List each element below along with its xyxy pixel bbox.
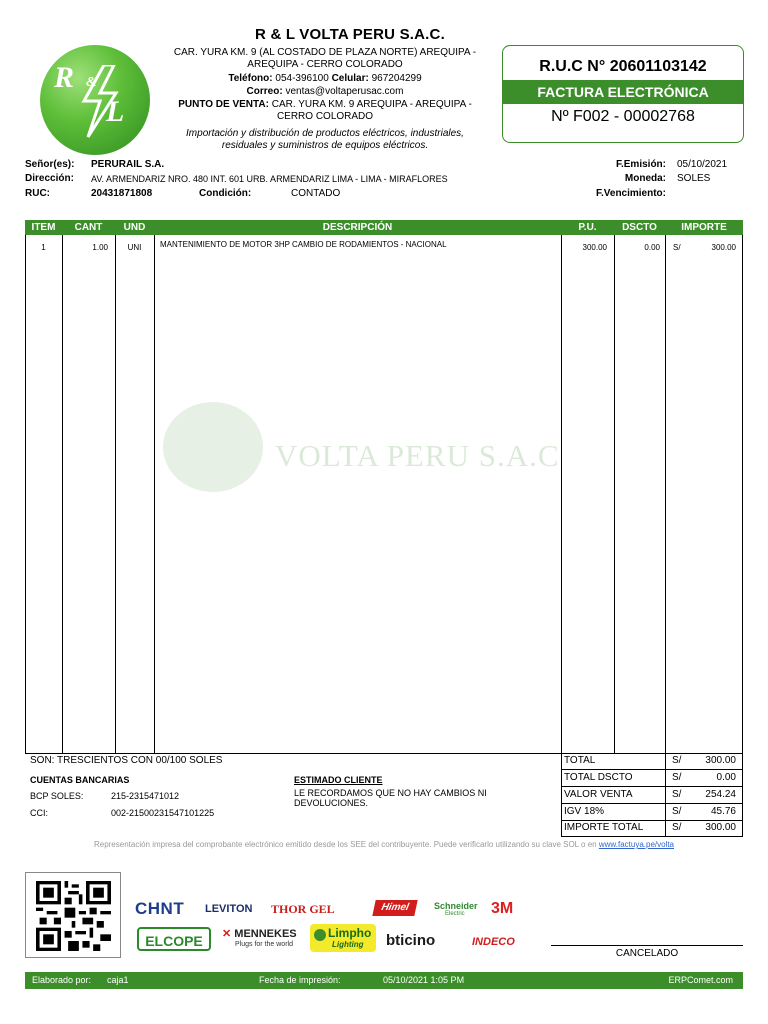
table-border-right (742, 235, 743, 753)
legal-text: Representación impresa del comprobante electrónico emitido desde los SEE del contribuyente. Puede verificarlo utilizando su clave SOL o en (93, 840, 597, 849)
brand-bticino: bticino (386, 932, 436, 949)
due-date-label: F.Vencimiento: (595, 188, 666, 199)
cell-value: 967204299 (371, 73, 422, 84)
client-ruc: 20431871808 (91, 188, 153, 199)
brand-3m: 3M (491, 900, 514, 917)
notice-line-2: DEVOLUCIONES. (294, 798, 369, 808)
phone-label: Teléfono: (228, 73, 273, 84)
row-und: UNI (127, 243, 142, 252)
notice-title: ESTIMADO CLIENTE (294, 775, 383, 785)
col-item: ITEM (31, 222, 56, 233)
col-importe: IMPORTE (681, 222, 727, 233)
row-discount: 0.00 (644, 243, 660, 252)
notice-line-1: LE RECORDAMOS QUE NO HAY CAMBIOS NI (294, 788, 487, 798)
net-currency: S/ (672, 789, 682, 800)
document-type: FACTURA ELECTRÓNICA (503, 80, 743, 104)
row-cant: 1.00 (92, 243, 108, 252)
cell-label: Celular: (331, 73, 369, 84)
qr-code-icon (36, 881, 111, 951)
totals-row-line (561, 820, 743, 821)
table-col-divider (115, 235, 116, 753)
point-of-sale-2: CERRO COLORADO (276, 111, 374, 122)
totals-divider (665, 753, 666, 837)
net-label: VALOR VENTA (564, 789, 633, 800)
print-date-label: Fecha de impresión: (259, 975, 341, 985)
total-value: 300.00 (705, 755, 736, 766)
table-col-divider (62, 235, 63, 753)
tagline-line-1: Importación y distribución de productos eléctricos, industriales, (186, 128, 464, 139)
email-value: ventas@voltaperusac.com (285, 86, 404, 97)
company-phones (160, 73, 490, 85)
grand-total-currency: S/ (672, 822, 682, 833)
bank-accounts-title: CUENTAS BANCARIAS (30, 775, 130, 785)
cci-label: CCI: (30, 808, 48, 818)
pos-value: CAR. YURA KM. 9 AREQUIPA - AREQUIPA - (271, 99, 472, 110)
totals-row-line (561, 786, 743, 787)
row-currency: S/ (673, 243, 681, 252)
brand-mennekes (222, 927, 297, 940)
brand-limpho (310, 924, 376, 952)
table-col-divider (154, 235, 155, 753)
document-serie: Nº F002 - 00002768 (551, 108, 695, 125)
brand-mennekes-sub: Plugs for the world (235, 941, 293, 948)
table-col-divider (561, 235, 562, 753)
ruc-number: R.U.C N° 20601103142 (539, 58, 707, 75)
currency-value: SOLES (677, 173, 711, 184)
condition-value: CONTADO (291, 188, 341, 199)
table-col-divider (665, 235, 666, 753)
footer-brand: ERPComet.com (668, 975, 733, 985)
condition-label: Condición: (199, 188, 252, 199)
logo-ampersand: & (86, 75, 97, 90)
row-amount: 300.00 (711, 243, 736, 252)
row-item: 1 (41, 243, 46, 252)
bcp-label: BCP SOLES: (30, 791, 84, 801)
mennekes-mark-icon: ✕ (222, 928, 232, 940)
signature-line (551, 945, 743, 946)
mennekes-name: MENNEKES (234, 928, 297, 940)
brand-himel: Himel (372, 900, 417, 916)
ruc-box (502, 45, 744, 143)
client-address: AV. ARMENDARIZ NRO. 480 INT. 601 URB. ARMENDARIZ LIMA - LIMA - MIRAFLORES (91, 174, 448, 184)
grand-total-label: IMPORTE TOTAL (564, 822, 644, 833)
point-of-sale-1 (160, 99, 490, 111)
limpho-sub: Lighting (332, 940, 364, 949)
brand-leviton: LEVITON (205, 903, 253, 915)
table-col-divider (614, 235, 615, 753)
igv-label: IGV 18% (564, 806, 605, 817)
grand-total-value: 300.00 (705, 822, 736, 833)
company-address-2: AREQUIPA - CERRO COLORADO (247, 59, 403, 70)
col-dscto: DSCTO (622, 222, 657, 233)
client-name: PERURAIL S.A. (91, 159, 165, 170)
limpho-name: Limpho (328, 926, 372, 940)
discount-currency: S/ (672, 772, 682, 783)
company-email (160, 86, 490, 98)
brand-schneider: Schneider (434, 901, 478, 911)
brand-thorgel: THOR GEL (271, 902, 335, 916)
client-address-label: Dirección: (25, 173, 74, 184)
client-ruc-label: RUC: (25, 188, 50, 199)
emission-label: F.Emisión: (615, 159, 666, 170)
cancelado-label: CANCELADO (615, 948, 679, 959)
total-currency: S/ (672, 755, 682, 766)
client-name-label: Señor(es): (25, 159, 75, 170)
qr-code-frame (25, 872, 121, 958)
legal-notice (30, 840, 738, 849)
net-value: 254.24 (705, 789, 736, 800)
table-border-left (25, 235, 26, 753)
company-tagline (160, 128, 490, 152)
col-descripcion: DESCRIPCIÓN (322, 222, 393, 233)
emission-date: 05/10/2021 (677, 159, 728, 170)
watermark-logo (163, 402, 263, 492)
phone-value: 054-396100 (275, 73, 329, 84)
logo-letter-l: L (106, 95, 125, 128)
verification-link[interactable]: www.factuya.pe/volta (598, 840, 675, 849)
brand-elcope: ELCOPE (137, 927, 211, 951)
watermark-text: VOLTA PERU S.A.C (275, 438, 560, 473)
logo-letter-r: R (54, 61, 75, 94)
brand-chint: CHNT (135, 899, 185, 918)
igv-value: 45.76 (710, 806, 736, 817)
col-cant: CANT (74, 222, 103, 233)
brand-schneider-sub: Electric (445, 911, 465, 917)
totals-row-line (561, 803, 743, 804)
made-by-value: caja1 (107, 975, 129, 985)
bcp-account: 215-2315471012 (111, 791, 180, 801)
brand-indeco: INDECO (472, 936, 515, 948)
total-label: TOTAL (564, 755, 596, 766)
tagline-line-2: residuales y suministros de equipos eléctricos. (221, 140, 429, 151)
company-name: R & L VOLTA PERU S.A.C. (255, 26, 445, 43)
col-und: UND (123, 222, 146, 233)
totals-row-line (561, 769, 743, 770)
company-logo (40, 45, 150, 155)
company-address-1: CAR. YURA KM. 9 (AL COSTADO DE PLAZA NORTE) AREQUIPA - (173, 47, 477, 58)
igv-currency: S/ (672, 806, 682, 817)
col-pu: P.U. (578, 222, 597, 233)
currency-label: Moneda: (624, 173, 666, 184)
lightning-icon (70, 65, 130, 140)
limpho-bulb-icon (314, 929, 326, 941)
row-description: MANTENIMIENTO DE MOTOR 3HP CAMBIO DE RODAMIENTOS - NACIONAL (160, 240, 447, 249)
email-label: Correo: (246, 86, 283, 97)
made-by-label: Elaborado por: (32, 975, 92, 985)
discount-value: 0.00 (716, 772, 736, 783)
cci-account: 002-21500231547101225 (111, 808, 215, 818)
pos-label: PUNTO DE VENTA: (178, 99, 269, 110)
print-date-value: 05/10/2021 1:05 PM (383, 975, 465, 985)
row-unit-price: 300.00 (582, 243, 607, 252)
amount-in-words: SON: TRESCIENTOS CON 00/100 SOLES (30, 755, 223, 766)
discount-label: TOTAL DSCTO (564, 772, 633, 783)
